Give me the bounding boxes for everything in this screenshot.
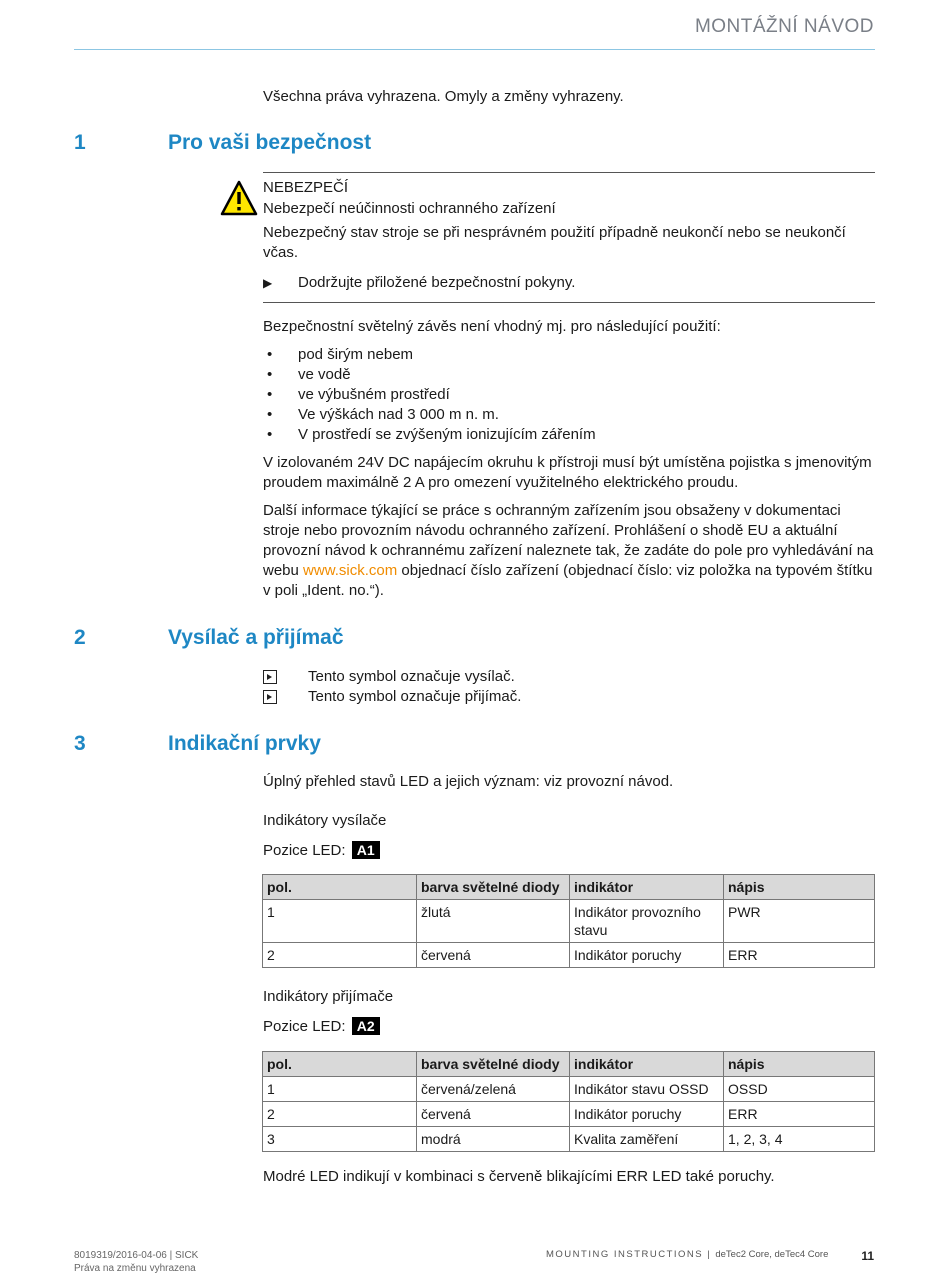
usage-intro: Bezpečnostní světelný závěs není vhodný mj. pro následující použití: — [263, 318, 721, 335]
led-position-badge: A1 — [352, 841, 380, 859]
led-position-badge: A2 — [352, 1017, 380, 1035]
danger-subtitle: Nebezpečí neúčinnosti ochranného zařízení — [263, 200, 556, 217]
bullet-icon: • — [267, 366, 273, 383]
list-item: • ve vodě — [267, 366, 351, 383]
page-number: 11 — [861, 1249, 874, 1263]
danger-action-text: Dodržujte přiložené bezpečnostní pokyny. — [298, 274, 576, 291]
section-2-title: Vysílač a přijímač — [168, 626, 344, 649]
table-row: 1 žlutá Indikátor provozního stavu PWR — [263, 900, 875, 943]
fuse-text: V izolovaném 24V DC napájecím okruhu k přístroji musí být umístěna pojistka s jmenovitým proudem maximálně 2 A pro omezení využitelného elektrického proudu. — [263, 454, 872, 491]
list-item: • ve výbušném prostředí — [267, 386, 450, 403]
list-item: • V prostředí se zvýšeným ionizujícím zářením — [267, 426, 596, 443]
led-overview-text: Úplný přehled stavů LED a jejich význam: viz provozní návod. — [263, 773, 674, 790]
section-2-number: 2 — [74, 626, 86, 649]
sender-indicators-heading: Indikátory vysílače — [263, 812, 387, 829]
sender-led-position: Pozice LED: A1 — [263, 841, 875, 861]
footer-rights: Práva na změnu vyhrazena — [74, 1263, 196, 1274]
receiver-led-position: Pozice LED: A2 — [263, 1017, 875, 1037]
table-row: 3 modrá Kvalita zaměření 1, 2, 3, 4 — [263, 1127, 875, 1152]
table-row: 2 červená Indikátor poruchy ERR — [263, 943, 875, 968]
header-title: MONTÁŽNÍ NÁVOD — [694, 16, 874, 37]
list-item: • Ve výškách nad 3 000 m n. m. — [267, 406, 499, 423]
section-3-title: Indikační prvky — [168, 732, 321, 755]
info-text: Další informace týkající se práce s ochranným zařízením jsou obsaženy v dokumentaci stroje nebo provozním návodu ochranného zařízení. Prohlášení o shodě EU a aktuální provozní návod k ochrannému zařízení naleznete tak, že zadáte do pole pro vyhledávání na webu www.sick.com objednací číslo zařízení (objednací číslo: viz položka na typovém štítku v poli „Ident. no.“). — [263, 502, 874, 599]
list-item: • pod širým nebem — [267, 346, 414, 363]
bullet-icon: • — [267, 346, 273, 363]
table-header-row: pol. barva světelné diody indikátor nápis — [263, 1052, 875, 1077]
bullet-icon: • — [267, 426, 273, 443]
header-divider — [74, 49, 875, 50]
footer-doc-info — [74, 1249, 198, 1275]
bullet-icon: • — [267, 406, 273, 423]
table-row: 2 červená Indikátor poruchy ERR — [263, 1102, 875, 1127]
usage-list — [263, 345, 875, 445]
danger-label: NEBEZPEČÍ — [263, 179, 349, 196]
section-1-number: 1 — [74, 131, 86, 154]
receiver-led-table — [262, 1051, 875, 1152]
sender-symbol-text: Tento symbol označuje vysílač. — [308, 668, 515, 685]
warning-triangle-icon — [220, 180, 258, 216]
arrow-bullet-icon: ▶ — [263, 276, 273, 290]
section-3-number: 3 — [74, 732, 86, 755]
receiver-indicators-heading: Indikátory přijímače — [263, 988, 394, 1005]
bullet-icon: • — [267, 386, 273, 403]
danger-text: Nebezpečný stav stroje se při nesprávném použití případně neukončí nebo se neukončí včas. — [263, 224, 846, 261]
section-1-title: Pro vaši bezpečnost — [168, 131, 372, 154]
footer-doc-id: 8019319/2016-04-06 | SICK — [74, 1250, 199, 1261]
danger-action — [263, 273, 875, 293]
table-header-row: pol. barva světelné diody indikátor nápis — [263, 875, 875, 900]
footer-document-title: MOUNTING INSTRUCTIONS | deTec2 Core, deTec4 Core — [546, 1249, 829, 1260]
receiver-symbol-icon — [263, 690, 277, 704]
table-row: 1 červená/zelená Indikátor stavu OSSD OSSD — [263, 1077, 875, 1102]
danger-top-divider — [263, 172, 875, 173]
sick-website-link[interactable]: www.sick.com — [303, 562, 398, 579]
sender-symbol-row — [263, 667, 875, 687]
led-note-text: Modré LED indikují v kombinaci s červeně blikajícími ERR LED také poruchy. — [263, 1168, 775, 1185]
intro-text: Všechna práva vyhrazena. Omyly a změny vyhrazeny. — [263, 88, 624, 105]
sender-symbol-icon — [263, 670, 277, 684]
receiver-symbol-row — [263, 687, 875, 707]
receiver-symbol-text: Tento symbol označuje přijímač. — [308, 688, 522, 705]
danger-bottom-divider — [263, 302, 875, 303]
sender-led-table — [262, 874, 875, 968]
